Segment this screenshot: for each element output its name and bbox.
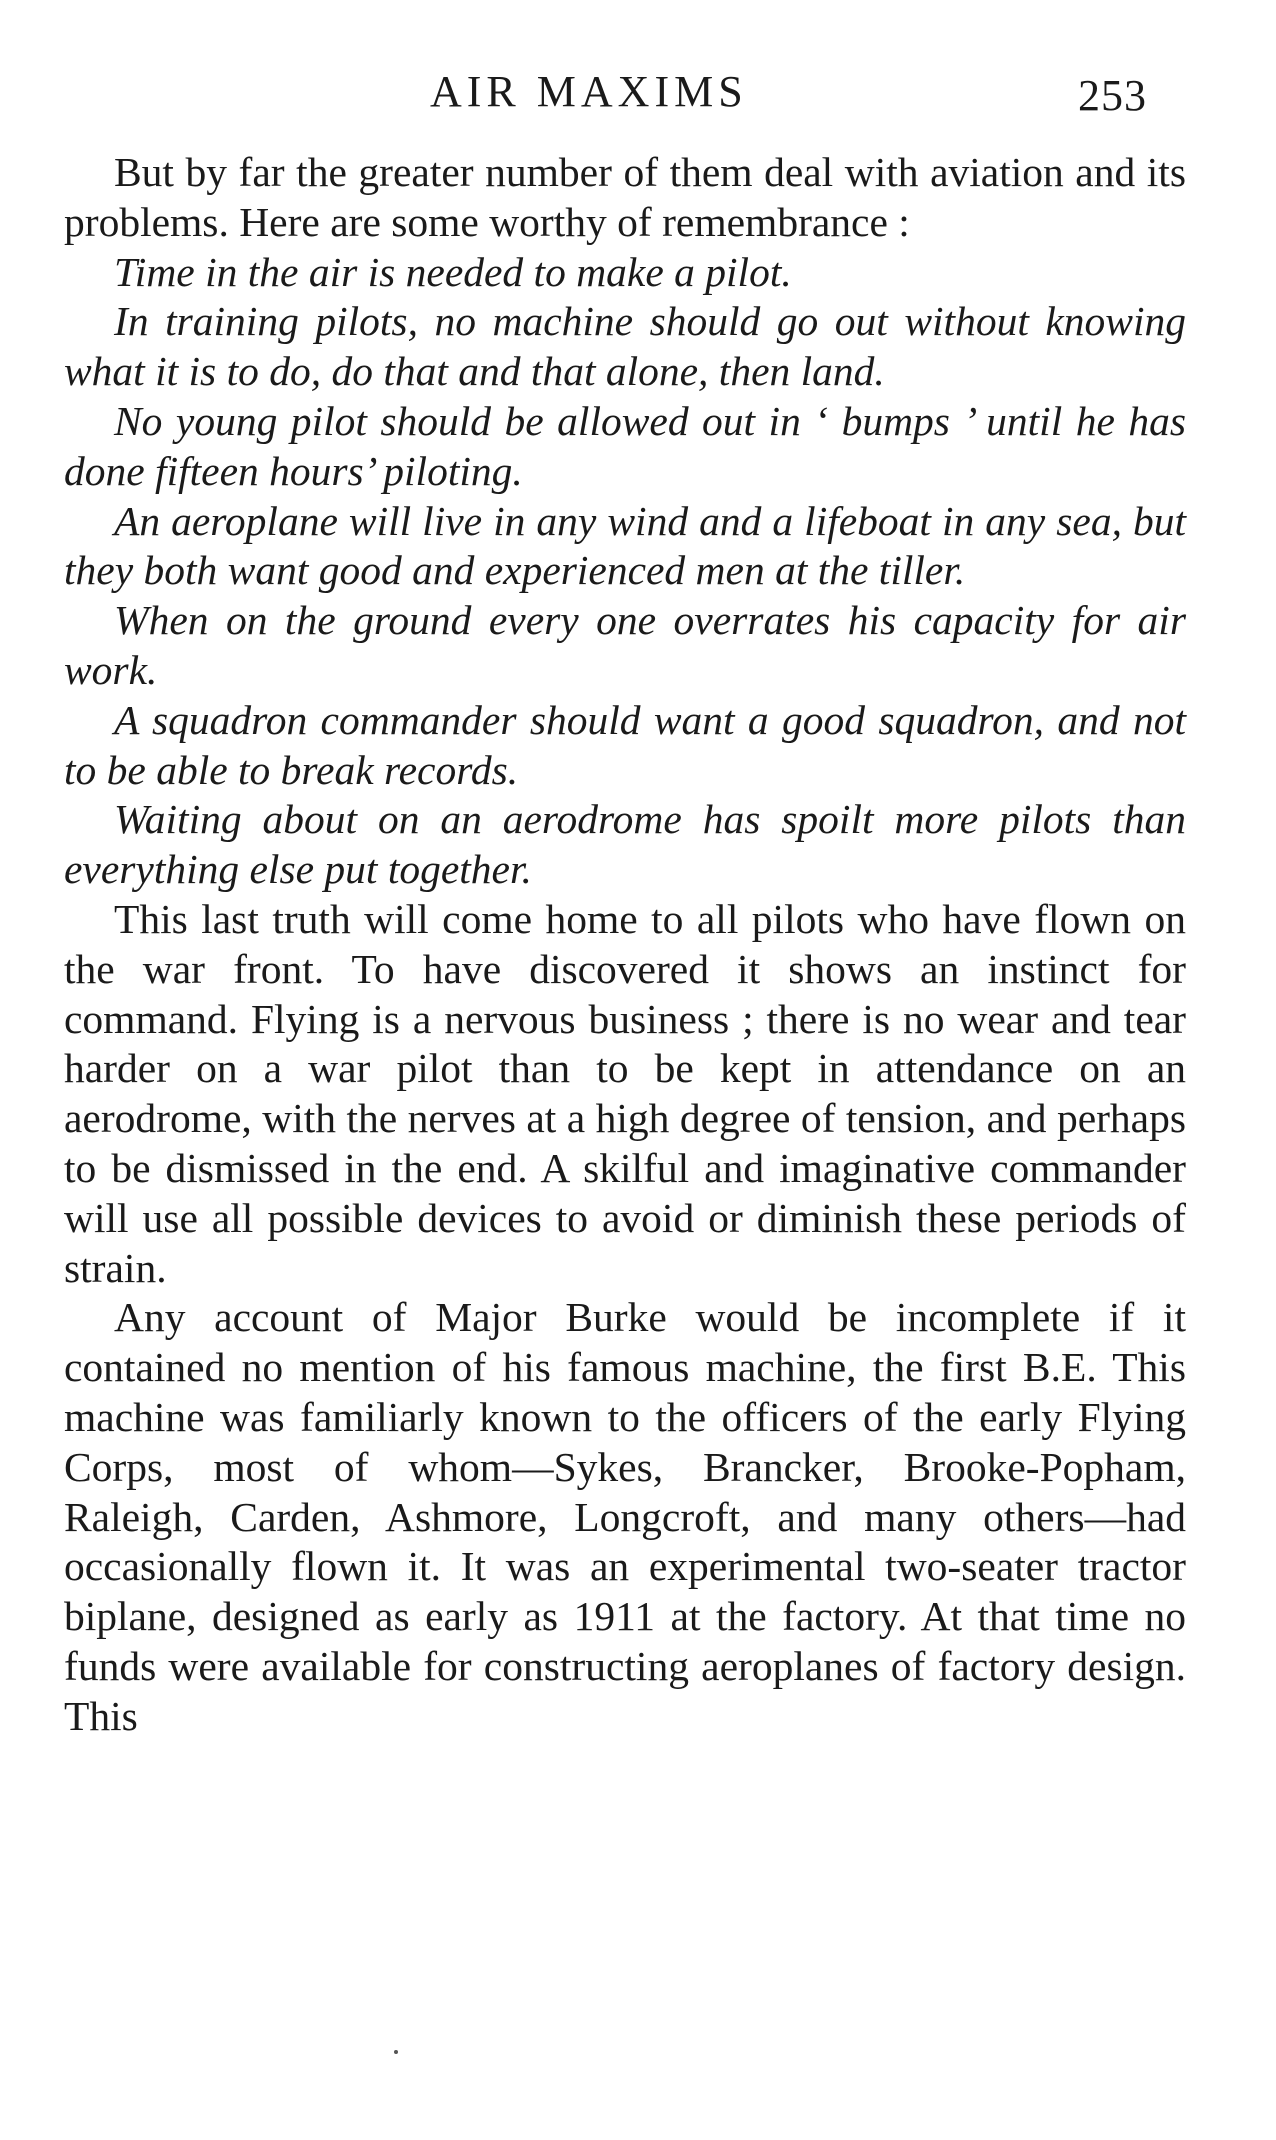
running-head-title: AIR MAXIMS — [430, 67, 748, 116]
maxim-item: Time in the air is needed to make a pilot. — [114, 248, 792, 295]
intro-paragraph: But by far the greater number of them deal with aviation and its problems. Here are some worthy of remembrance : — [64, 149, 1186, 245]
page-number: 253 — [1078, 71, 1147, 120]
maxim-item: A squadron commander should want a good squadron, and not to be able to break records. — [64, 696, 1186, 793]
maxim-item: Waiting about on an aerodrome has spoilt more pilots than everything else put together. — [64, 796, 1186, 893]
body-paragraph: Any account of Major Burke would be incomplete if it contained no mention of his famous machine, the first B.E. This machine was familiarly known to the officers of the early Flying Corps, most of whom—Sykes, Brancker, Brooke-Popham, Raleigh, Carden, Ashmore, Longcroft, and many others—had occasionally flown it. It was an experimental two-seater tractor biplane, designed as early as 1911 at the factory. At that time no funds were available for constructing aeroplanes of factory design. This — [64, 1294, 1186, 1739]
body-paragraph: This last truth will come home to all pilots who have flown on the war front. To have discovered it shows an instinct for command. Flying is a nervous business ; there is no wear and tear harder on a war pilot than to be kept in attendance on an aerodrome, with the nerves at a high degree of tension, and perhaps to be dismissed in the end. A skilful and imaginative commander will use all possible devices to avoid or diminish these periods of strain. — [64, 895, 1186, 1291]
maxim-item: In training pilots, no machine should go out without knowing what it is to do, do that and that alone, then land. — [64, 298, 1186, 395]
maxim-item: No young pilot should be allowed out in ‘ bumps ’ until he has done fifteen hours’ piloting. — [64, 397, 1186, 494]
maxim-item: An aeroplane will live in any wind and a lifeboat in any sea, but they both want good and experienced men at the tiller. — [64, 497, 1186, 594]
maxim-item: When on the ground every one overrates his capacity for air work. — [64, 597, 1186, 693]
print-speck — [394, 2050, 398, 2054]
body-text — [64, 148, 1186, 1742]
running-head — [0, 62, 1276, 122]
